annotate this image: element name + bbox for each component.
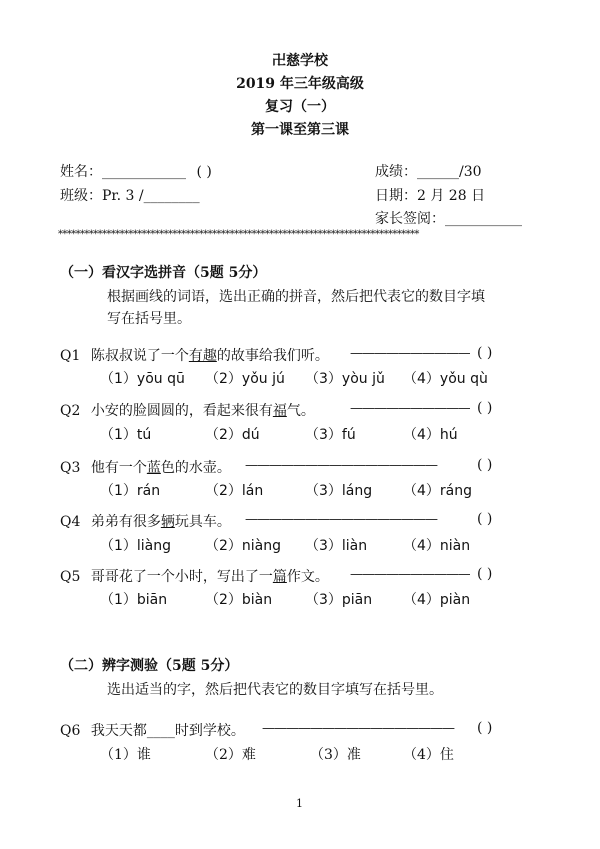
option-4[interactable]: （4）hú: [403, 427, 458, 443]
answer-dashes: ——————————: [350, 346, 470, 361]
star-divider: **********************************************************************************: [58, 229, 419, 240]
option-4[interactable]: （4）ráng: [403, 483, 473, 499]
option-1[interactable]: （1）rán: [100, 483, 161, 499]
review-title: 复习（一）: [265, 99, 335, 115]
option-3[interactable]: （3）liàn: [305, 538, 368, 554]
name-blank: ____________: [102, 164, 186, 180]
grade-title: 2019 年三年级高级: [236, 76, 364, 92]
question-q4: [60, 511, 231, 531]
question-text: 哥哥花了一个小时，写出了一篇作文。: [90, 569, 329, 585]
question-text: 陈叔叔说了一个有趣的故事给我们听。: [90, 348, 329, 364]
answer-paren-q1[interactable]: ( ): [477, 345, 493, 361]
parent-blank: ___________: [445, 211, 522, 227]
option-4[interactable]: （4）piàn: [403, 592, 471, 608]
underlined-word: 辆: [160, 514, 175, 530]
question-text: 弟弟有很多辆玩具车。: [90, 514, 231, 530]
question-number: Q5: [60, 569, 81, 585]
option-3[interactable]: （3）láng: [305, 483, 373, 499]
question-number: Q4: [60, 514, 81, 530]
page-number: 1: [296, 797, 303, 810]
section1-instruction-line2: 写在括号里。: [107, 311, 191, 327]
answer-dashes: ————————————————: [245, 458, 437, 473]
class-field: [60, 185, 200, 205]
underlined-word: 有趣: [188, 348, 217, 364]
answer-paren-q5[interactable]: ( ): [477, 566, 493, 582]
section1-instruction-line1: 根据画线的词语，选出正确的拼音，然后把代表它的数目字填: [107, 289, 485, 305]
question-q1: [60, 345, 329, 365]
answer-dashes: ——————————: [350, 401, 470, 416]
question-text: 他有一个蓝色的水壶。: [90, 460, 231, 476]
answer-dashes: ————————————————: [245, 512, 437, 527]
date-value: 2 月 28 日: [417, 188, 486, 204]
question-number: Q1: [60, 348, 81, 364]
answer-dashes: ————————————————: [262, 721, 454, 736]
option-3[interactable]: （3）准: [310, 747, 361, 763]
option-4[interactable]: （4）住: [403, 747, 454, 763]
class-label: 班级：Pr. 3 /: [60, 188, 144, 204]
answer-paren-q3[interactable]: ( ): [477, 457, 493, 473]
section1-title: （一）看汉字选拼音（5题 5分）: [60, 265, 267, 281]
answer-dashes: ——————————: [350, 567, 470, 582]
question-q3: [60, 457, 231, 477]
name-field: [60, 161, 212, 181]
question-number: Q6: [60, 723, 81, 739]
underlined-word: 福: [272, 403, 287, 419]
option-2[interactable]: （2）dú: [205, 427, 260, 443]
answer-paren-q6[interactable]: ( ): [477, 720, 493, 736]
option-2[interactable]: （2）yǒu jú: [205, 371, 285, 387]
section2-title: （二）辨字测验（5题 5分）: [60, 658, 239, 674]
class-blank: ________: [143, 188, 200, 204]
underlined-word: 篇: [272, 569, 287, 585]
fill-blank[interactable]: ____: [146, 723, 175, 739]
date-field: [375, 185, 485, 205]
name-paren: ( ): [196, 164, 212, 180]
answer-paren-q2[interactable]: ( ): [477, 400, 493, 416]
score-total: /30: [459, 164, 482, 180]
question-text: 小安的脸圆圆的，看起来很有福气。: [90, 403, 315, 419]
option-3[interactable]: （3）fú: [305, 427, 356, 443]
question-q2: [60, 400, 315, 420]
answer-paren-q4[interactable]: ( ): [477, 511, 493, 527]
underlined-word: 蓝: [146, 460, 161, 476]
option-1[interactable]: （1）liàng: [100, 538, 172, 554]
option-1[interactable]: （1）谁: [100, 747, 151, 763]
question-q5: [60, 566, 329, 586]
section2-instruction: 选出适当的字，然后把代表它的数目字填写在括号里。: [107, 682, 443, 698]
option-3[interactable]: （3）piān: [305, 592, 373, 608]
school-name: 卍慈学校: [272, 53, 328, 69]
option-1[interactable]: （1）yōu qū: [100, 371, 185, 387]
date-label: 日期：: [375, 188, 417, 204]
question-number: Q2: [60, 403, 81, 419]
option-4[interactable]: （4）yǒu qù: [403, 371, 488, 387]
option-1[interactable]: （1）tú: [100, 427, 152, 443]
score-field: [375, 161, 482, 181]
parent-signature-field: [375, 208, 522, 228]
option-2[interactable]: （2）lán: [205, 483, 264, 499]
option-2[interactable]: （2）biàn: [205, 592, 273, 608]
score-blank: ______: [417, 164, 459, 180]
lessons-title: 第一课至第三课: [251, 122, 349, 138]
name-label: 姓名：: [60, 164, 102, 180]
option-1[interactable]: （1）biān: [100, 592, 168, 608]
option-2[interactable]: （2）niàng: [205, 538, 282, 554]
question-number: Q3: [60, 460, 81, 476]
option-3[interactable]: （3）yòu jǔ: [305, 371, 385, 387]
question-text: 我天天都____时到学校。: [90, 723, 245, 739]
question-q6: [60, 720, 245, 740]
option-2[interactable]: （2）难: [205, 747, 256, 763]
score-label: 成绩：: [375, 164, 417, 180]
option-4[interactable]: （4）niàn: [403, 538, 471, 554]
parent-label: 家长签阅：: [375, 211, 445, 227]
